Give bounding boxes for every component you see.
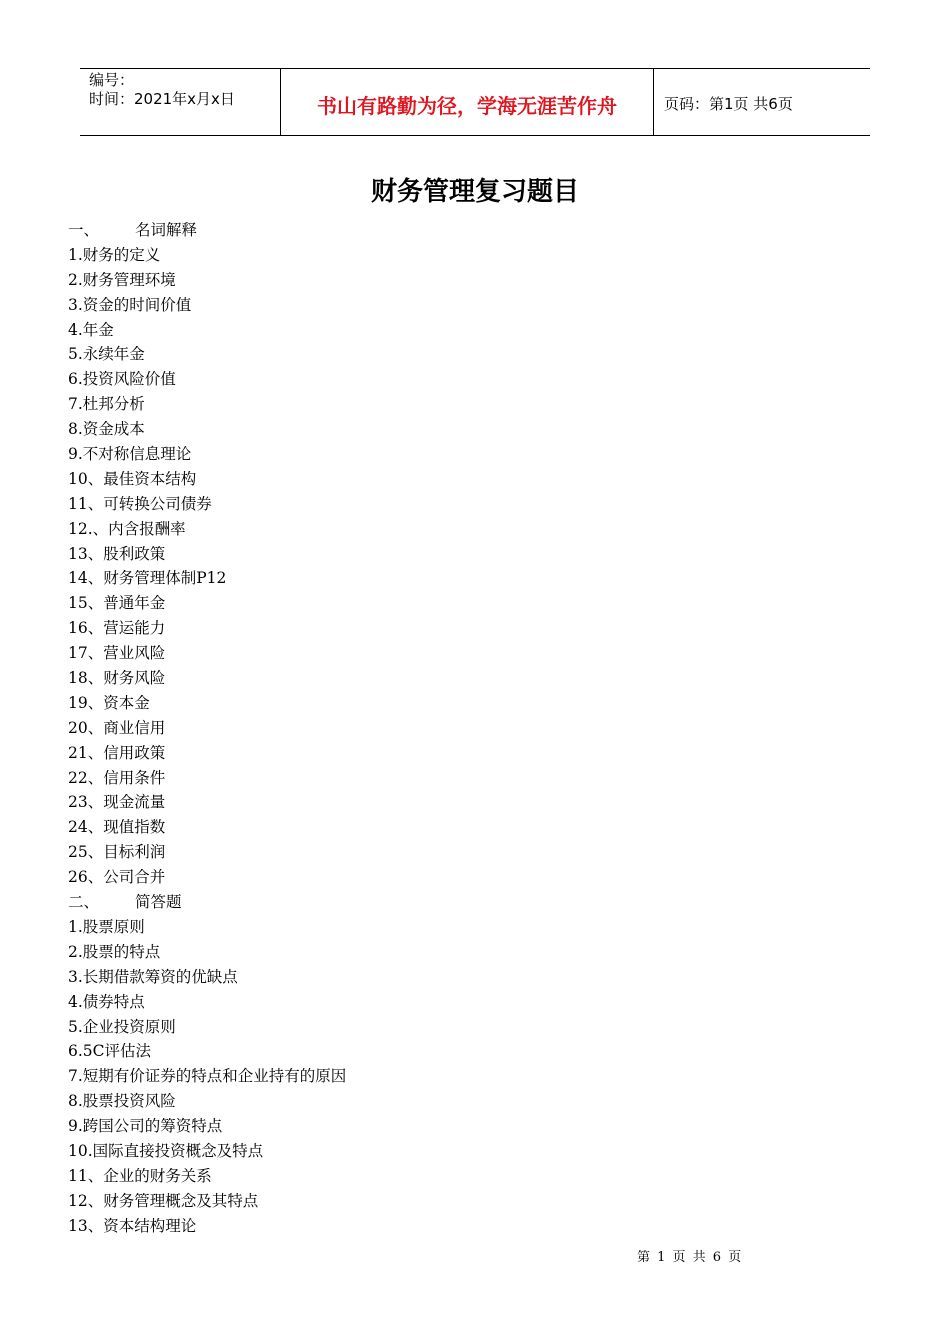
list-item: 12.、内含报酬率 (68, 519, 186, 538)
list-item: 8.股票投资风险 (68, 1092, 176, 1111)
list-item: 26、公司合并 (68, 868, 166, 887)
list-item: 15、普通年金 (68, 594, 166, 613)
section-heading (68, 218, 868, 243)
list-item: 5.永续年金 (68, 345, 145, 364)
section-title: 名词解释 (135, 221, 198, 239)
list-item: 10.国际直接投资概念及特点 (68, 1141, 264, 1160)
list-item: 22、信用条件 (68, 768, 166, 787)
list-item: 16、营运能力 (68, 619, 166, 638)
document-header (80, 68, 870, 136)
list-item: 2.财务管理环境 (68, 270, 176, 289)
section-number: 二、 (68, 893, 100, 912)
list-item: 25、目标利润 (68, 843, 166, 862)
list-item: 13、资本结构理论 (68, 1216, 197, 1235)
section-list (68, 915, 868, 1239)
list-item: 9.不对称信息理论 (68, 445, 192, 464)
list-item: 10、最佳资本结构 (68, 469, 197, 488)
list-item: 13、股利政策 (68, 544, 166, 563)
header-motto: 书山有路勤为径，学海无涯苦作舟 (281, 69, 654, 135)
list-item: 3.长期借款筹资的优缺点 (68, 967, 238, 986)
list-item: 19、资本金 (68, 693, 150, 712)
list-item: 1.股票原则 (68, 917, 145, 936)
list-item: 7.杜邦分析 (68, 395, 145, 414)
list-item: 7.短期有价证券的特点和企业持有的原因 (68, 1067, 347, 1086)
list-item: 24、现值指数 (68, 818, 166, 837)
list-item: 21、信用政策 (68, 743, 166, 762)
list-item: 2.股票的特点 (68, 942, 161, 961)
page-footer: 第 1 页 共 6 页 (637, 1250, 742, 1265)
header-page-info: 页码：第1页 共6页 (664, 94, 793, 113)
list-item: 12、财务管理概念及其特点 (68, 1191, 259, 1210)
list-item: 6.投资风险价值 (68, 370, 176, 389)
section-heading (68, 890, 868, 915)
header-meta-cell (80, 69, 281, 135)
list-item: 11、可转换公司债券 (68, 494, 212, 513)
list-item: 4.年金 (68, 320, 114, 339)
list-item: 23、现金流量 (68, 793, 166, 812)
section-number: 一、 (68, 221, 100, 239)
document-number-label: 编号： (89, 71, 135, 89)
list-item: 4.债券特点 (68, 992, 145, 1011)
list-item: 5.企业投资原则 (68, 1017, 176, 1036)
list-item: 17、营业风险 (68, 644, 166, 663)
list-item: 18、财务风险 (68, 669, 166, 688)
document-time-label: 时间：2021年x月x日 (89, 90, 235, 108)
list-item: 14、财务管理体制P12 (68, 569, 227, 588)
list-item: 1.财务的定义 (68, 245, 161, 264)
document-title: 财务管理复习题目 (370, 177, 579, 207)
section-list (68, 243, 868, 890)
document-body (68, 218, 868, 1239)
list-item: 3.资金的时间价值 (68, 295, 192, 314)
section-title: 简答题 (135, 893, 182, 912)
list-item: 6.5C评估法 (68, 1042, 152, 1061)
list-item: 8.资金成本 (68, 420, 145, 439)
list-item: 20、商业信用 (68, 718, 166, 737)
list-item: 11、企业的财务关系 (68, 1166, 212, 1185)
list-item: 9.跨国公司的筹资特点 (68, 1117, 223, 1136)
